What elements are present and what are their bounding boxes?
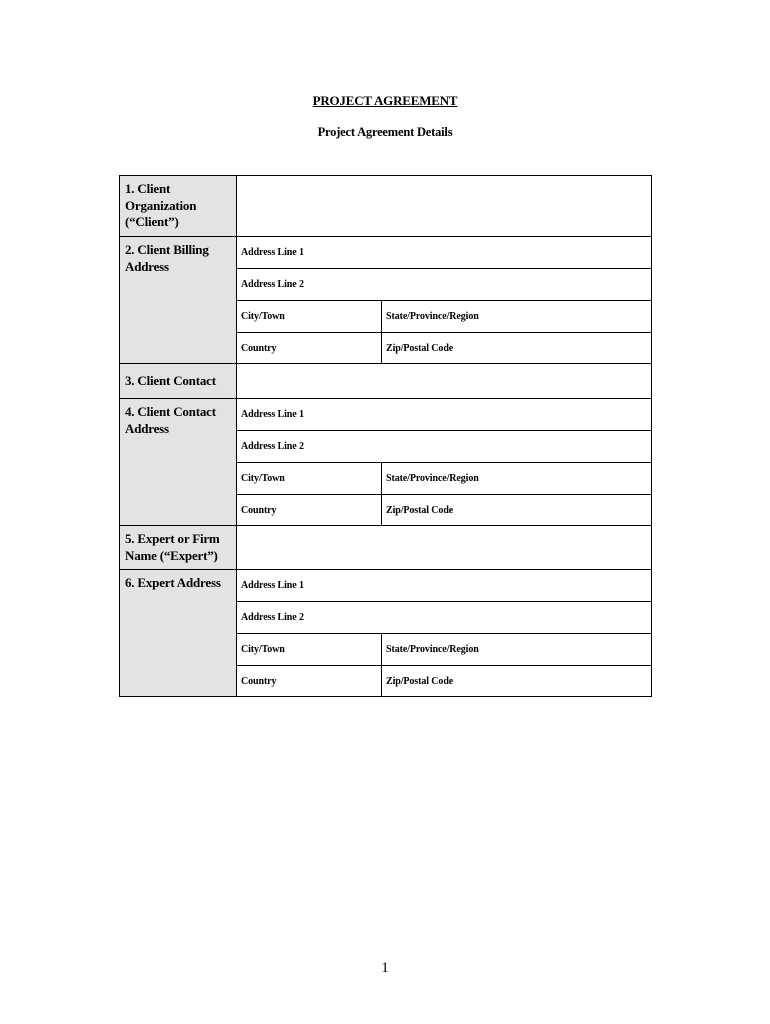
client-contact-field[interactable] [237, 364, 652, 399]
client-billing-address-label: 2. Client Billing Address [120, 237, 237, 364]
document-title: PROJECT AGREEMENT [312, 93, 458, 108]
document-subtitle: Project Agreement Details [317, 125, 453, 139]
client-contact-city-field[interactable]: City/Town [237, 463, 382, 495]
expert-zip-field[interactable]: Zip/Postal Code [382, 666, 652, 697]
expert-address-row [120, 570, 652, 602]
client-contact-row [120, 364, 652, 399]
expert-state-field[interactable]: State/Province/Region [382, 634, 652, 666]
client-billing-country-field[interactable]: Country [237, 333, 382, 364]
client-organization-label: 1. Client Organization (“Client”) [120, 176, 237, 237]
client-contact-state-field[interactable]: State/Province/Region [382, 463, 652, 495]
expert-country-field[interactable]: Country [237, 666, 382, 697]
client-billing-address-line-2-field[interactable]: Address Line 2 [237, 269, 652, 301]
client-organization-field[interactable] [237, 176, 652, 237]
client-contact-country-field[interactable]: Country [237, 495, 382, 526]
client-organization-row [120, 176, 652, 237]
client-contact-address-line-2-field[interactable]: Address Line 2 [237, 431, 652, 463]
page-number: 1 [381, 960, 389, 976]
expert-address-line-2-field[interactable]: Address Line 2 [237, 602, 652, 634]
expert-name-label: 5. Expert or Firm Name (“Expert”) [120, 526, 237, 570]
client-contact-address-label: 4. Client Contact Address [120, 399, 237, 526]
expert-name-field[interactable] [237, 526, 652, 570]
client-billing-row [120, 237, 652, 269]
client-contact-address-row [120, 399, 652, 431]
client-contact-address-line-1-field[interactable]: Address Line 1 [237, 399, 652, 431]
expert-city-field[interactable]: City/Town [237, 634, 382, 666]
client-billing-state-field[interactable]: State/Province/Region [382, 301, 652, 333]
client-contact-zip-field[interactable]: Zip/Postal Code [382, 495, 652, 526]
client-billing-zip-field[interactable]: Zip/Postal Code [382, 333, 652, 364]
client-billing-address-line-1-field[interactable]: Address Line 1 [237, 237, 652, 269]
expert-address-line-1-field[interactable]: Address Line 1 [237, 570, 652, 602]
client-contact-label: 3. Client Contact [120, 364, 237, 399]
expert-name-row [120, 526, 652, 570]
expert-address-label: 6. Expert Address [120, 570, 237, 697]
agreement-details-table [119, 175, 652, 697]
client-billing-city-field[interactable]: City/Town [237, 301, 382, 333]
